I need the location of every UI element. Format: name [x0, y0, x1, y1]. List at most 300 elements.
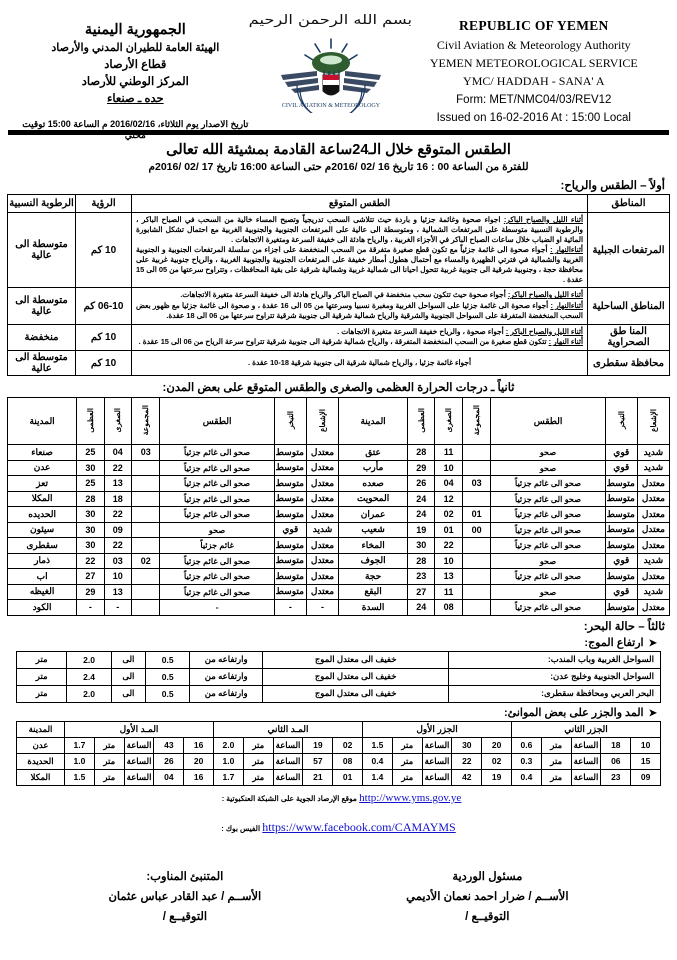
table-row: [8, 445, 670, 461]
issue-datetime-ar: تاريخ الاصدار يوم الثلاثاء، 2016/02/16 م الساعة 15:00 توقيت محلي: [22, 119, 249, 140]
col-label: التبخر: [616, 411, 626, 430]
min-temp-value: 02: [435, 507, 462, 523]
height-to-value: 2.0: [67, 651, 111, 668]
header-arabic-block: [14, 6, 257, 141]
tide-hour-label: الساعة: [422, 753, 452, 769]
city-name: عمران: [339, 507, 408, 523]
col-label: العظمى: [85, 407, 95, 433]
table-header-row: [17, 721, 661, 737]
max-temp-value: 23: [408, 569, 435, 585]
tide-meter-label: متر: [94, 737, 124, 753]
tide-minute: 20: [184, 753, 214, 769]
tide-meter-label: متر: [94, 753, 124, 769]
rain-value: [462, 445, 491, 461]
tide-hour-label: الساعة: [571, 753, 601, 769]
rain-value: [131, 584, 160, 600]
weather-value: صحو الى غائم جزئياً: [160, 507, 274, 523]
height-from: 0.5: [146, 668, 190, 685]
weather-regions-table: [7, 194, 670, 376]
radiation-value: شديد: [637, 584, 669, 600]
col-min-left: [435, 398, 462, 445]
evaporation-value: متوسط: [274, 491, 306, 507]
max-temp-value: 30: [77, 522, 104, 538]
region-name: المنا طق الصحراوية: [588, 324, 670, 351]
min-temp-value: 13: [104, 476, 131, 492]
tide-height: 0.4: [512, 769, 542, 785]
svg-text:CIVIL AVIATION & METEOROLOGY: CIVIL AVIATION & METEOROLOGY: [281, 103, 380, 109]
evaporation-value: قوي: [605, 445, 637, 461]
evaporation-value: -: [274, 600, 306, 616]
evaporation-value: متوسط: [274, 507, 306, 523]
region-visibility: 10 كم: [76, 213, 132, 288]
region-visibility: 10 كم: [76, 351, 132, 376]
table-row: [8, 351, 670, 376]
day-label: أثناء النهار :: [548, 337, 583, 347]
tide-meter-label: متر: [541, 737, 571, 753]
tide-hour: 22: [452, 753, 482, 769]
region-name: المرتفعات الجبلية: [588, 213, 670, 288]
col-rain-left: [462, 398, 491, 445]
manager-role: مسئول الوردية: [452, 870, 523, 883]
tide-height: 1.7: [214, 769, 244, 785]
tide-meter-label: متر: [541, 753, 571, 769]
max-temp-value: 30: [408, 538, 435, 554]
page-title: الطقس المتوقع خلال الـ24ساعة القادمة بمشيئة الله تعالى: [166, 142, 511, 158]
radiation-value: معتدل: [306, 538, 338, 554]
weather-value: صحو الى غائم جزئياً: [491, 569, 605, 585]
basmala-calligraphy: بسم الله الرحمن الرحيم: [248, 13, 413, 28]
evaporation-value: متوسط: [605, 569, 637, 585]
forecast-period: للفترة من الساعة 00 : 16 تاريخ 16 /02 /2016م حتى الساعة 16:00 تاريخ 17 /02 /2016م: [148, 161, 529, 173]
city-name: سقطرى: [8, 538, 77, 554]
region-humidity: منخفضة: [8, 324, 76, 351]
tide-minute: 08: [333, 753, 363, 769]
rain-value: [462, 553, 491, 569]
max-temp-value: 28: [77, 491, 104, 507]
rain-value: [131, 538, 160, 554]
rain-value: [131, 522, 160, 538]
max-temp-value: 28: [408, 553, 435, 569]
radiation-value: معتدل: [306, 553, 338, 569]
evaporation-value: متوسط: [605, 491, 637, 507]
radiation-value: شديد: [306, 522, 338, 538]
table-row: [8, 491, 670, 507]
height-unit: متر: [17, 668, 67, 685]
authority-name-ar: الهيئة العامة للطيران المدني والأرصاد: [51, 42, 220, 54]
weather-value: غائم جزئياً: [160, 538, 274, 554]
col-flood1: المـد الأول: [65, 721, 214, 737]
tide-minute: 20: [482, 737, 512, 753]
day-text: تتكون قطع صغيرة من السحب المنخفضة المتفرقة ، والرياح شمالية شرقية الى جنوبية شرقية تتراوح سرعة الرياح من 06 الى 15 عقدة .: [138, 337, 549, 347]
waves-subtitle: [6, 636, 657, 649]
min-temp-value: 10: [104, 569, 131, 585]
logo-block: [248, 6, 413, 113]
rain-value: [131, 460, 160, 476]
rain-value: [462, 491, 491, 507]
tide-hour-label: الساعة: [273, 769, 303, 785]
min-temp-value: 10: [435, 460, 462, 476]
table-row: [8, 600, 670, 616]
col-label: الصغرى: [113, 407, 123, 433]
bullet-icon: ➤: [648, 707, 657, 719]
table-row: [8, 584, 670, 600]
region-humidity: متوسطة الى عالية: [8, 288, 76, 324]
col-city-left: المدينة: [339, 398, 408, 445]
facebook-label: الفيس بوك :: [221, 823, 261, 833]
tide-meter-label: متر: [243, 753, 273, 769]
table-row: [8, 324, 670, 351]
max-temp-value: -: [77, 600, 104, 616]
table-row: [8, 460, 670, 476]
height-to-label: الى: [111, 651, 145, 668]
tide-minute: 09: [631, 769, 661, 785]
weather-value: صحو: [491, 445, 605, 461]
table-row: [8, 538, 670, 554]
weather-value: صحو الى غائم جزئياً: [491, 600, 605, 616]
col-radiation-left: [637, 398, 669, 445]
rain-value: [131, 491, 160, 507]
tide-hour-label: الساعة: [571, 769, 601, 785]
port-city: المكلا: [17, 769, 65, 785]
rain-value: [462, 569, 491, 585]
weather-value: صحو: [491, 460, 605, 476]
height-to-value: 2.0: [67, 685, 111, 702]
col-label: المجموعة: [472, 405, 482, 436]
max-temp-value: 30: [77, 460, 104, 476]
table-row: [17, 753, 661, 769]
col-regions: المناطق: [588, 195, 670, 213]
tide-height: 1.7: [65, 737, 95, 753]
weather-value: صحو الى غائم جزئياً: [491, 491, 605, 507]
table-row: [17, 685, 661, 702]
sea-state: خفيف الى معتدل الموج: [262, 651, 448, 668]
col-evaporation-left: [605, 398, 637, 445]
city-name: الحديده: [8, 507, 77, 523]
max-temp-value: 30: [77, 507, 104, 523]
radiation-value: معتدل: [306, 460, 338, 476]
manager-signature: التوقيــع /: [465, 910, 510, 923]
height-label: وارتفاعه من: [190, 668, 263, 685]
table-row: [8, 553, 670, 569]
day-text: أجواء غائمة جزئيا ، والرياح شمالية شرقية الى جنوبية شرقية 18-10 عقدة .: [248, 357, 471, 367]
evaporation-value: قوي: [605, 460, 637, 476]
tide-table: [16, 721, 661, 786]
evaporation-value: متوسط: [274, 569, 306, 585]
tide-hour: 42: [452, 769, 482, 785]
max-temp-value: 22: [77, 553, 104, 569]
weather-value: صحو الى غائم جزئياً: [160, 553, 274, 569]
section1-title: أولاً – الطقس والرياح:: [560, 180, 665, 192]
port-city: الحديدة: [17, 753, 65, 769]
min-temp-value: 08: [435, 600, 462, 616]
min-temp-value: 22: [104, 538, 131, 554]
region-humidity: متوسطة الى عالية: [8, 213, 76, 288]
signature-forecaster: [108, 869, 261, 923]
tide-meter-label: متر: [392, 737, 422, 753]
max-temp-value: 28: [408, 445, 435, 461]
tide-hour: 06: [601, 753, 631, 769]
min-temp-value: 22: [435, 538, 462, 554]
website-row: [12, 792, 671, 804]
tide-minute: 02: [482, 753, 512, 769]
radiation-value: شديد: [637, 553, 669, 569]
station-code-en: YMC/ HADDAH - SANA' A: [463, 74, 605, 88]
signature-shift-manager: [406, 869, 568, 923]
region-visibility: 06-10 كم: [76, 288, 132, 324]
country-name-ar: الجمهورية اليمنية: [84, 22, 186, 38]
tide-height: 1.5: [363, 737, 393, 753]
header-english-block: [405, 6, 663, 124]
max-temp-value: 29: [77, 584, 104, 600]
temperature-rows: [8, 445, 670, 616]
tide-minute: 01: [333, 769, 363, 785]
tide-hour-label: الساعة: [124, 769, 154, 785]
col-weather-right: الطقس: [160, 398, 274, 445]
min-temp-value: 04: [104, 445, 131, 461]
coast-name: البحر العربي ومحافظة سقطرى:: [449, 685, 661, 702]
radiation-value: -: [306, 600, 338, 616]
wave-height-table: [16, 651, 661, 703]
col-weather-left: الطقس: [491, 398, 605, 445]
website-link[interactable]: http://www.yms.gov.ye: [359, 791, 462, 804]
height-to-value: 2.4: [67, 668, 111, 685]
city-name: المحويت: [339, 491, 408, 507]
evaporation-value: متوسط: [274, 538, 306, 554]
min-temp-value: 01: [435, 522, 462, 538]
document-header: [6, 0, 671, 140]
table-row: [17, 651, 661, 668]
city-name: ذمار: [8, 553, 77, 569]
day-label: أثناءالنهار :: [550, 301, 583, 311]
city-name: عتق: [339, 445, 408, 461]
weather-value: صحو الى غائم جزئياً: [160, 491, 274, 507]
weather-value: صحو الى غائم جزئياً: [491, 476, 605, 492]
night-label: أثناء الليل والصباح الباكر :: [505, 326, 583, 336]
rain-value: 03: [462, 476, 491, 492]
rain-value: [131, 600, 160, 616]
weather-value: -: [160, 600, 274, 616]
radiation-value: معتدل: [306, 445, 338, 461]
facebook-row: [6, 820, 671, 835]
tide-height: 1.0: [65, 753, 95, 769]
max-temp-value: 24: [408, 491, 435, 507]
max-temp-value: 24: [408, 507, 435, 523]
region-forecast: [132, 351, 588, 376]
tide-rows: [17, 737, 661, 785]
col-radiation-right: [306, 398, 338, 445]
waves-title-text: ارتفاع الموج:: [584, 636, 644, 649]
min-temp-value: 11: [435, 445, 462, 461]
tide-hour-label: الساعة: [124, 753, 154, 769]
weather-value: صحو الى غائم جزئياً: [160, 584, 274, 600]
tide-meter-label: متر: [243, 737, 273, 753]
city-name: صعده: [339, 476, 408, 492]
manager-name: الأســم / ضرار احمد نعمان الأديمي: [406, 890, 569, 903]
table-row: [8, 569, 670, 585]
max-temp-value: 27: [408, 584, 435, 600]
authority-name-en: Civil Aviation & Meteorology Authority: [436, 38, 631, 52]
form-number: Form: MET/NMC04/03/REV12: [456, 94, 612, 106]
evaporation-value: متوسط: [274, 445, 306, 461]
col-label: الصغرى: [444, 407, 454, 433]
region-forecast: [132, 213, 588, 288]
weather-value: صحو الى غائم جزئياً: [160, 476, 274, 492]
tide-height: 0.3: [512, 753, 542, 769]
evaporation-value: متوسط: [274, 553, 306, 569]
facebook-link[interactable]: https://www.facebook.com/CAMAYMS: [262, 819, 456, 834]
rain-value: 02: [131, 553, 160, 569]
min-temp-value: 18: [104, 491, 131, 507]
day-label: أثناءالنهار :: [550, 245, 583, 255]
max-temp-value: 29: [408, 460, 435, 476]
min-temp-value: 11: [435, 584, 462, 600]
max-temp-value: 19: [408, 522, 435, 538]
weather-value: صحو: [491, 584, 605, 600]
min-temp-value: 22: [104, 507, 131, 523]
region-forecast: [132, 324, 588, 351]
city-name: عدن: [8, 460, 77, 476]
height-from: 0.5: [146, 651, 190, 668]
col-evaporation-right: [274, 398, 306, 445]
tide-meter-label: متر: [94, 769, 124, 785]
evaporation-value: متوسط: [605, 538, 637, 554]
tide-hour-label: الساعة: [422, 769, 452, 785]
wave-rows: [17, 651, 661, 702]
min-temp-value: -: [104, 600, 131, 616]
city-name: المخاء: [339, 538, 408, 554]
radiation-value: معتدل: [306, 569, 338, 585]
tide-meter-label: متر: [541, 769, 571, 785]
country-name-en: REPUBLIC OF YEMEN: [459, 18, 609, 33]
weather-value: صحو الى غائم جزئياً: [160, 569, 274, 585]
tide-title-text: المد والجزر على بعض الموانئ:: [504, 706, 644, 719]
radiation-value: شديد: [637, 460, 669, 476]
rain-value: [462, 460, 491, 476]
rain-value: [131, 507, 160, 523]
city-name: صنعاء: [8, 445, 77, 461]
city-name: تعز: [8, 476, 77, 492]
rain-value: [462, 600, 491, 616]
tide-subtitle: [6, 706, 657, 719]
night-text: أجواء صحوة حيث تتكون سحب منخفضة في الصباح الباكر والرياح هادئة الى خفيفة السرعة متغيرة الاتجاهات.: [180, 290, 508, 300]
tide-hour-label: الساعة: [273, 737, 303, 753]
radiation-value: معتدل: [637, 522, 669, 538]
tide-meter-label: متر: [243, 769, 273, 785]
tide-hour: 43: [154, 737, 184, 753]
col-city-right: المدينة: [8, 398, 77, 445]
city-name: مأرب: [339, 460, 408, 476]
evaporation-value: متوسط: [605, 476, 637, 492]
radiation-value: معتدل: [637, 569, 669, 585]
tide-height: 1.0: [214, 753, 244, 769]
city-name: الكود: [8, 600, 77, 616]
radiation-value: معتدل: [637, 600, 669, 616]
city-name: سيئون: [8, 522, 77, 538]
max-temp-value: 24: [408, 600, 435, 616]
col-min-right: [104, 398, 131, 445]
forecaster-signature: التوقيــع /: [162, 910, 208, 923]
min-temp-value: 22: [104, 460, 131, 476]
night-label: أثناء الليل والصباح الباكر:: [503, 215, 583, 224]
tide-hour: 23: [601, 769, 631, 785]
max-temp-value: 30: [77, 538, 104, 554]
max-temp-value: 25: [77, 445, 104, 461]
bullet-icon: ➤: [648, 637, 657, 649]
min-temp-value: 04: [435, 476, 462, 492]
table-row: [17, 769, 661, 785]
tide-minute: 02: [333, 737, 363, 753]
evaporation-value: متوسط: [274, 584, 306, 600]
height-to-label: الى: [111, 668, 145, 685]
region-visibility: 10 كم: [76, 324, 132, 351]
col-rain-right: [131, 398, 160, 445]
height-label: وارتفاعه من: [190, 685, 263, 702]
tide-hour: 30: [452, 737, 482, 753]
table-row: [8, 288, 670, 324]
region-name: المناطق الساحلية: [588, 288, 670, 324]
night-label: أثناء الليل والصباح الباكر:: [507, 290, 583, 300]
col-flood2: المـد الثاني: [214, 721, 363, 737]
weather-value: صحو الى غائم جزئياً: [491, 507, 605, 523]
city-name: المكلا: [8, 491, 77, 507]
sector-name-ar: قطاع الأرصاد: [104, 59, 167, 71]
coast-name: السواحل الغربية وباب المندب:: [449, 651, 661, 668]
rain-value: 01: [462, 507, 491, 523]
tide-height: 1.4: [363, 769, 393, 785]
max-temp-value: 25: [77, 476, 104, 492]
table-row: [17, 668, 661, 685]
signature-block: [6, 869, 671, 923]
tide-meter-label: متر: [392, 769, 422, 785]
col-ebb2: الجزر الثاني: [512, 721, 661, 737]
evaporation-value: قوي: [605, 584, 637, 600]
weather-value: صحو الى غائم جزئياً: [491, 538, 605, 554]
section3-title: ثالثاً – حالة البحر:: [583, 620, 665, 633]
tide-height: 0.6: [512, 737, 542, 753]
col-max-left: [408, 398, 435, 445]
weather-value: صحو الى غائم جزئياً: [160, 460, 274, 476]
tide-hour: 57: [303, 753, 333, 769]
evaporation-value: متوسط: [274, 476, 306, 492]
radiation-value: معتدل: [637, 491, 669, 507]
table-row: [8, 522, 670, 538]
tide-minute: 15: [631, 753, 661, 769]
night-text: اجواء صحوة وغائمة جزئيا و باردة حيث تتلاشى السحب تدريجياً وتصبح المساء خالية من السحب في الصباح الباكر ، والرطوبة النسبية متوسطة على المرتفعات الشمالية ، ومتوسطة الى عالية على المرتفعات الجنوبية والجنوبية الغربية مع احتمال تشكل الشابورة المائية او الضباب خلال ساعات الصباح الباكر في الأجزاء الغربية ، والرياح هادئة الى خفيفة السرعة ومتغيرة الاتجاهات .: [136, 215, 583, 244]
city-name: السدة: [339, 600, 408, 616]
evaporation-value: قوي: [274, 522, 306, 538]
tide-minute: 16: [184, 737, 214, 753]
tide-hour: 26: [154, 753, 184, 769]
radiation-value: معتدل: [637, 507, 669, 523]
tide-height: 1.5: [65, 769, 95, 785]
col-label: الإشعاع: [317, 408, 327, 432]
city-name: اب: [8, 569, 77, 585]
radiation-value: شديد: [637, 445, 669, 461]
section2-title: ثانياً ـ درجات الحرارة العظمى والصغرى والطقس المتوقع على بعض المدن:: [162, 382, 515, 395]
evaporation-value: قوي: [605, 553, 637, 569]
sea-state: خفيف الى معتدل الموج: [262, 668, 448, 685]
col-label: الإشعاع: [648, 408, 658, 432]
evaporation-value: متوسط: [605, 600, 637, 616]
table-row: [8, 476, 670, 492]
tide-hour-label: الساعة: [422, 737, 452, 753]
min-temp-value: 09: [104, 522, 131, 538]
tide-height: 0.4: [363, 753, 393, 769]
links-block: [6, 792, 671, 835]
tide-meter-label: متر: [392, 753, 422, 769]
tide-minute: 19: [482, 769, 512, 785]
col-expected-weather: الطقس المتوقع: [132, 195, 588, 213]
